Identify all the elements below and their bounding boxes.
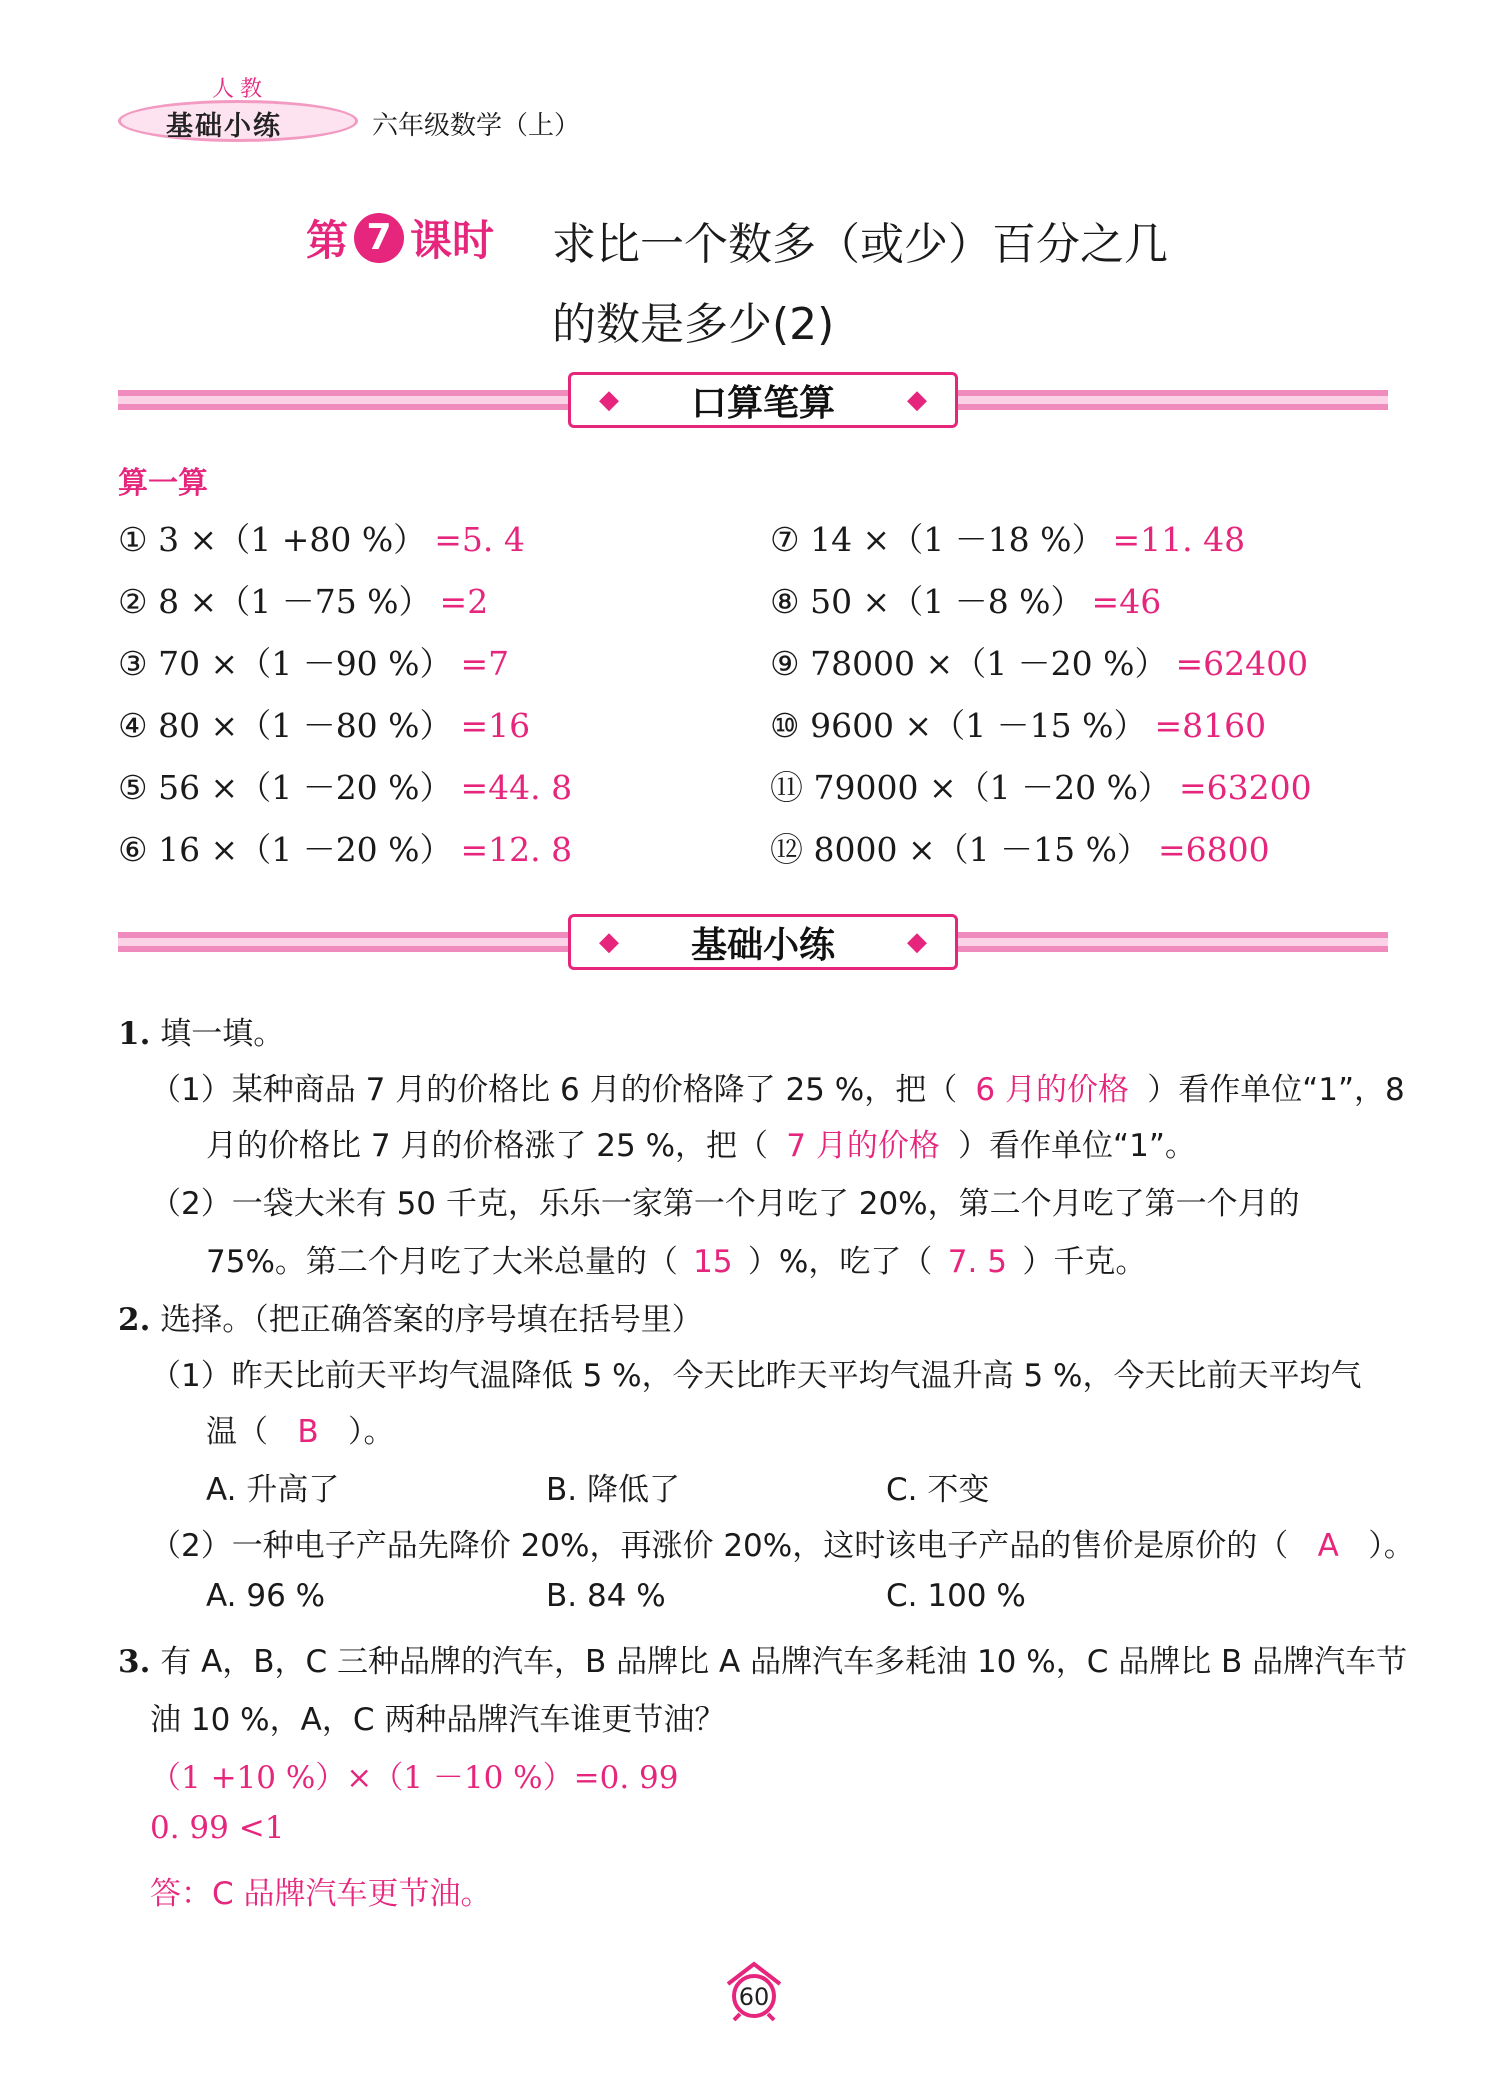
q2-part2-option: B. 84 % (546, 1578, 666, 1614)
answer-fill: 6 月的价格 (975, 1072, 1129, 1108)
q2-part2-option: A. 96 % (206, 1578, 326, 1614)
answer-fill: A (1317, 1528, 1339, 1564)
section2-banner-label: 基础小练 (690, 924, 835, 966)
answer-fill: B (297, 1414, 319, 1450)
q2-part2-line: （2）一种电子产品先降价 20%，再涨价 20%，这时该电子产品的售价是原价的（ A ）。 (150, 1528, 1415, 1564)
lesson-number-badge: 7 (354, 213, 404, 263)
calc-item: ⑥ 16 ×（1 －20 %） =12. 8 (118, 830, 573, 869)
logo-main-text: 基础小练 (166, 111, 282, 142)
q2-part1-option: A. 升高了 (206, 1472, 340, 1508)
q1-part2-line1: （2）一袋大米有 50 千克，乐乐一家第一个月吃了 20%，第二个月吃了第一个月的 (150, 1186, 1300, 1222)
answer-fill: 7. 5 (947, 1244, 1007, 1280)
lesson-label (306, 208, 494, 268)
answer-fill: 15 (693, 1244, 733, 1280)
q3-answer-conclusion: 答：C 品牌汽车更节油。 (150, 1876, 492, 1912)
q1-part2-line2: 75%。第二个月吃了大米总量的（ 15 ）%，吃了（ 7. 5 ）千克。 (206, 1244, 1147, 1280)
lesson-prefix: 第 (306, 216, 349, 265)
section2-banner (568, 914, 958, 970)
calc-item: ⑨ 78000 ×（1 －20 %） =62400 (770, 644, 1309, 683)
q2-part1-option: B. 降低了 (546, 1472, 680, 1508)
page-title-line2: 的数是多少(2) (552, 299, 835, 350)
page-number: 60 (738, 1983, 770, 2011)
grade-label: 六年级数学（上） (372, 111, 581, 141)
calc-item: ⑪ 79000 ×（1 －20 %） =63200 (770, 768, 1312, 807)
calc-item: ⑧ 50 ×（1 －8 %） =46 (770, 582, 1162, 621)
section1-banner-label: 口算笔算 (690, 382, 835, 424)
q2-part1-line2: 温（ B ）。 (206, 1414, 395, 1450)
logo-top-text: 人教 (212, 77, 269, 102)
calc-item: ⑤ 56 ×（1 －20 %） =44. 8 (118, 768, 573, 807)
q3-line1: 3. 有 A，B，C 三种品牌的汽车，B 品牌比 A 品牌汽车多耗油 10 %，C 品牌比 B 品牌汽车节 (118, 1644, 1408, 1680)
diamond-icon: ◆ (906, 927, 927, 957)
q1-part1-line1: （1）某种商品 7 月的价格比 6 月的价格降了 25 %，把（ 6 月的价格 ）看作单位“1”，8 (150, 1064, 1405, 1109)
lesson-suffix: 课时 (410, 216, 495, 265)
calc-item: ② 8 ×（1 －75 %） =2 (118, 582, 489, 621)
q2-part1-line1: （1）昨天比前天平均气温降低 5 %，今天比昨天平均气温升高 5 %，今天比前天平均气 (150, 1358, 1362, 1394)
q1-heading: 1. 填一填。 (118, 1016, 285, 1052)
calc-item: ⑫ 8000 ×（1 －15 %） =6800 (770, 830, 1270, 869)
q1-part1-line2: 月的价格比 7 月的价格涨了 25 %，把（ 7 月的价格 ）看作单位“1”。 (206, 1120, 1196, 1165)
diamond-icon: ◆ (906, 385, 927, 415)
calc-item: ⑦ 14 ×（1 －18 %） =11. 48 (770, 520, 1246, 559)
answer-fill: 7 月的价格 (786, 1128, 940, 1164)
section1-subtitle: 算一算 (118, 466, 208, 501)
calc-item: ③ 70 ×（1 －90 %） =7 (118, 644, 510, 683)
q2-heading: 2. 选择。（把正确答案的序号填在括号里） (118, 1302, 703, 1338)
page-title-line1: 求比一个数多（或少）百分之几 (552, 219, 1168, 270)
badge-leg (734, 2014, 740, 2020)
q3-line2: 油 10 %，A，C 两种品牌汽车谁更节油？ (150, 1702, 726, 1738)
diamond-icon: ◆ (599, 385, 619, 415)
diamond-icon: ◆ (599, 927, 619, 957)
calc-item: ① 3 ×（1 +80 %） =5. 4 (118, 520, 525, 559)
q3-answer-compare: 0. 99 <1 (150, 1810, 285, 1846)
page-number-badge (722, 1958, 786, 2022)
badge-leg (768, 2014, 774, 2020)
q2-part2-option: C. 100 % (886, 1578, 1026, 1614)
q3-answer-calc: （1 +10 %）×（1 －10 %）=0. 99 (150, 1760, 679, 1796)
calc-item: ⑩ 9600 ×（1 －15 %） =8160 (770, 706, 1267, 745)
calc-item: ④ 80 ×（1 －80 %） =16 (118, 706, 531, 745)
section1-banner (568, 372, 958, 428)
q2-part1-option: C. 不变 (886, 1472, 990, 1508)
